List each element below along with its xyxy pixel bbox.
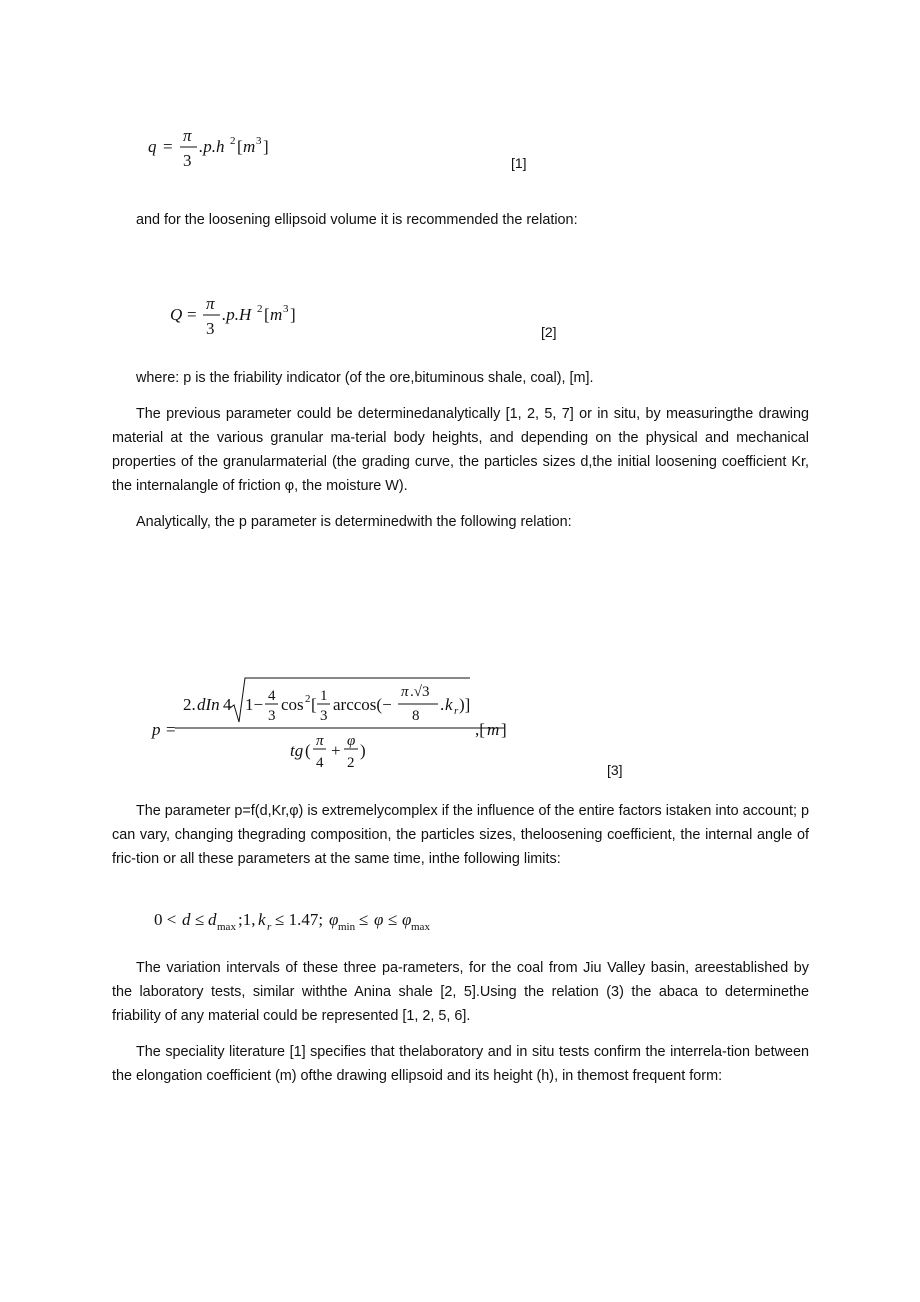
svg-text:π: π (316, 733, 324, 749)
svg-text:d: d (208, 910, 217, 929)
svg-text:m: m (270, 305, 283, 324)
svg-text:)]: )] (459, 695, 471, 714)
svg-text:3: 3 (256, 135, 262, 147)
equation-2 (168, 291, 308, 339)
svg-text:3: 3 (320, 708, 328, 724)
svg-text:φ: φ (374, 910, 384, 929)
svg-text:p: p (152, 720, 161, 739)
svg-text:;1,: ;1, (238, 910, 256, 929)
paragraph-6: The variation intervals of these three pa-rameters, for the coal from Jiu Valley basin, areestablished by the laboratory tests, similar withthe Anina shale [2, 5].Using the relation (3) the abaca to determinethe friability of any material could be represented [1, 2, 5, 6]. (112, 960, 809, 1024)
svg-text:≤: ≤ (388, 910, 398, 929)
svg-text:φ: φ (402, 910, 412, 929)
svg-text:d: d (182, 910, 191, 929)
svg-text:.p.H: .p.H (222, 305, 252, 324)
svg-text:3: 3 (268, 708, 276, 724)
svg-text:2.: 2. (183, 695, 196, 714)
svg-text:π: π (183, 126, 192, 145)
svg-text:2: 2 (347, 755, 355, 771)
svg-text:2: 2 (257, 303, 263, 315)
svg-text:max: max (411, 921, 430, 933)
equation-3 (150, 670, 520, 780)
svg-text:[: [ (264, 305, 270, 324)
svg-text:4: 4 (223, 695, 232, 714)
svg-text:3: 3 (283, 303, 289, 315)
paragraph-4: Analytically, the p parameter is determinedwith the following relation: (136, 514, 572, 530)
paragraph-5: The parameter p=f(d,Kr,φ) is extremelycomplex if the influence of the entire factors istaken into account; p can vary, changing thegrading composition, the particles sizes, theloosening coefficient, the internal angle of fric-tion or all these parameters at the same time, inthe following limits: (112, 803, 809, 867)
svg-text:.p.h: .p.h (199, 137, 225, 156)
svg-text:]: ] (501, 720, 507, 739)
svg-text:π: π (401, 684, 409, 700)
paragraph-2: where: p is the friability indicator (of the ore,bituminous shale, coal), [m]. (136, 370, 594, 386)
svg-text:=: = (187, 305, 197, 324)
svg-text:≤: ≤ (359, 910, 369, 929)
equation-1 (145, 125, 285, 173)
svg-text:3: 3 (206, 319, 215, 338)
svg-text:+: + (331, 741, 341, 760)
paragraph-7: The speciality literature [1] specifies that thelaboratory and in situ tests confirm the interrela-tion between the elongation coefficient (m) ofthe drawing ellipsoid and its height (h), in themost frequent form: (112, 1044, 809, 1084)
svg-text:1−: 1− (245, 695, 264, 714)
paragraph-3: The previous parameter could be determinedanalytically [1, 2, 5, 7] or in situ, by measuringthe drawing material at the various granular ma-terial body heights, and depending on the physical and mechanical properties of the granularmaterial (the grading curve, the particles sizes d,the initial loosening coefficient Kr, the internalangle of friction φ, the moisture W). (112, 406, 809, 494)
svg-text:k: k (445, 695, 453, 714)
equation-2-number: [2] (541, 324, 557, 340)
svg-text:=: = (163, 137, 173, 156)
paragraph-1: and for the loosening ellipsoid volume it is recommended the relation: (136, 212, 578, 228)
svg-text:φ: φ (347, 733, 356, 749)
svg-text:≤ 1.47;: ≤ 1.47; (275, 910, 324, 929)
svg-text:φ: φ (329, 910, 339, 929)
svg-text:]: ] (263, 137, 269, 156)
svg-text:≤: ≤ (195, 910, 205, 929)
equation-3-number: [3] (607, 762, 623, 778)
svg-text:π: π (206, 294, 215, 313)
svg-text:0 <: 0 < (154, 910, 177, 929)
svg-text:Q: Q (170, 305, 183, 324)
svg-text:4: 4 (316, 755, 324, 771)
svg-text:k: k (258, 910, 266, 929)
svg-text:cos: cos (281, 695, 304, 714)
svg-text:]: ] (290, 305, 296, 324)
svg-text:dIn: dIn (197, 695, 220, 714)
svg-text:arccos(−: arccos(− (333, 695, 392, 714)
svg-text:2: 2 (230, 135, 236, 147)
svg-text:max: max (217, 921, 236, 933)
svg-text:.√3: .√3 (410, 684, 430, 700)
svg-text:r: r (454, 705, 459, 717)
svg-text:=: = (166, 720, 176, 739)
equation-1-number: [1] (511, 155, 527, 171)
svg-text:4: 4 (268, 688, 276, 704)
limits-inequality (152, 904, 452, 936)
svg-text:.: . (440, 695, 445, 714)
svg-text:q: q (148, 137, 157, 156)
svg-text:[: [ (237, 137, 243, 156)
svg-text:[: [ (311, 695, 317, 714)
svg-text:min: min (338, 921, 356, 933)
svg-text:8: 8 (412, 708, 420, 724)
svg-text:m: m (487, 720, 500, 739)
svg-text:m: m (243, 137, 256, 156)
svg-text:r: r (267, 921, 272, 933)
svg-text:(: ( (305, 741, 311, 760)
svg-text:tg: tg (290, 741, 304, 760)
svg-text:): ) (360, 741, 366, 760)
svg-text:1: 1 (320, 688, 328, 704)
svg-text:3: 3 (183, 151, 192, 170)
svg-text:,[: ,[ (475, 720, 485, 739)
svg-text:2: 2 (305, 693, 311, 705)
